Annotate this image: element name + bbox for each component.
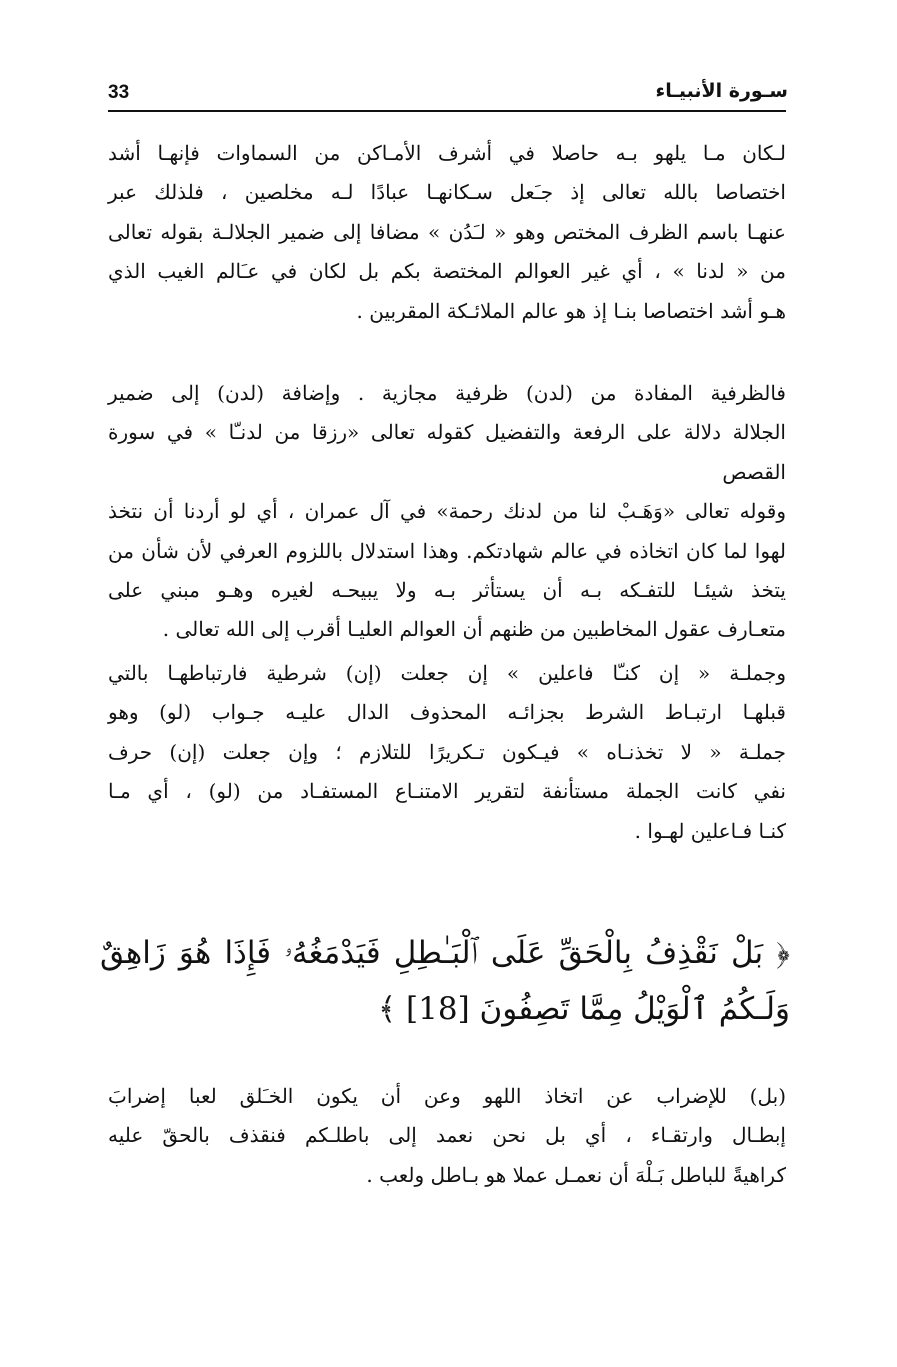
- page-number: 33: [108, 82, 130, 103]
- text-line: هـو أشد اختصاصا بنـا إذ هو عالم الملائـكة المقربين .: [356, 298, 786, 323]
- text-line: عنهـا باسم الظرف المختص وهو « لـَدُن » مضافا إلى ضمير الجلالـة بقوله تعالى: [108, 219, 786, 244]
- text-line: كنـا فـاعلين لهـوا .: [634, 818, 786, 843]
- text-line: لـكان مـا يلهو بـه حاصلا في أشرف الأمـاكن من السماوات فإنهـا أشد: [108, 141, 786, 165]
- verse-line: ﴿ بَلْ نَقْذِفُ بِالْحَقِّ عَلَى ٱلْبَـٰطِلِ فَيَدْمَغُهُۥ فَإِذَا هُوَ زَاهِقٌ: [100, 935, 790, 971]
- text-line: وجملـة « إن كنـّا فاعلين » إن جعلت (إن) شرطية فارتباطهـا بالتي: [108, 661, 786, 685]
- text-line: كراهيةً للباطل بَـلْهَ أن نعمـل عملا هو بـاطل ولعب .: [366, 1162, 786, 1187]
- text-line: وقوله تعالى «وَهَـبْ لنا من لدنك رحمة» في آل عمران ، أي لو أردنا أن نتخذ: [108, 499, 786, 524]
- text-line: اختصاصا بالله تعالى إذ جـَعل سـكانهـا عبادًا لـه مخلصين ، فلذلك عبر: [108, 180, 786, 205]
- text-line: إبطـال وارتقـاء ، أي بل نحن نعمد إلى باطلـكم فنقذف بالحقّ عليه: [108, 1123, 786, 1148]
- running-title: سـورة الأنبيـاء: [655, 80, 788, 102]
- header-divider: [108, 110, 786, 112]
- text-line: نفي كانت الجملة مستأنفة لتقرير الامتنـاع المستفـاد من (لو) ، أي مـا: [108, 779, 786, 804]
- commentary-paragraph: [108, 1077, 786, 1195]
- text-line: الجلالة دلالة على الرفعة والتفضيل كقوله تعالى «رزقا من لدنـّا » في سورة القصص: [108, 420, 786, 484]
- text-line: يتخذ شيئـا للتفـكه بـه أن يستأثر بـه ولا يبيحـه لغيره وهـو مبني على: [108, 578, 786, 603]
- page-header: [108, 80, 788, 110]
- text-line: متعـارف عقول المخاطبين من ظنهم أن العوالم العليـا أقرب إلى الله تعالى .: [162, 617, 786, 642]
- text-line: لهوا لما كان اتخاذه في عالم شهادتكم. وهذا استدلال باللزوم العرفي لأن شأن من: [108, 538, 786, 563]
- text-line: من « لدنا » ، أي غير العوالم المختصة بكم بل لكان في عـَالم الغيب الذي: [108, 259, 786, 284]
- paragraph-3: [108, 654, 786, 851]
- paragraph-1: [108, 134, 786, 331]
- text-line: قبلهـا ارتبـاط الشرط بجزائـه المحذوف الدال عليـه جـواب (لو) وهو: [108, 700, 786, 725]
- text-line: (بل) للإضراب عن اتخاذ اللهو وعن أن يكون الخـَلق لعبا إضرابَ: [108, 1084, 786, 1108]
- verse-line: وَلَـكُمُ ٱلْوَيْلُ مِمَّا تَصِفُونَ [18] ﴾: [377, 991, 790, 1027]
- quran-verse: [100, 925, 790, 1037]
- text-line: جملـة « لا تخذنـاه » فيـكون تـكريرًا للتلازم ؛ وإن جعلت (إن) حرف: [108, 739, 786, 764]
- paragraph-2: [108, 374, 786, 650]
- text-line: فالظرفية المفادة من (لدن) ظرفية مجازية . وإضافة (لدن) إلى ضمير: [108, 381, 786, 405]
